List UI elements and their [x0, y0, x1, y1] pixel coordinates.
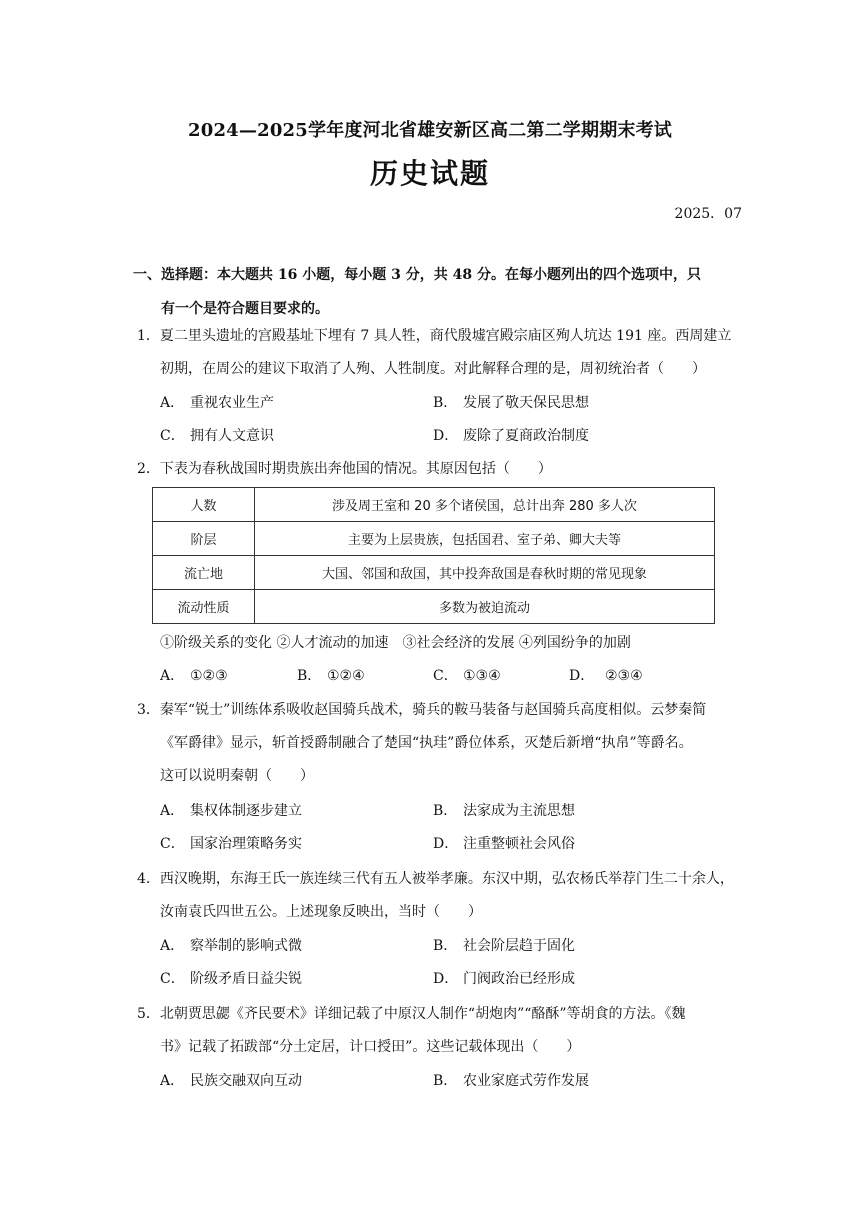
- option-d[interactable]: D． 注重整顿社会风俗: [433, 836, 575, 852]
- option-c[interactable]: C． 阶级矛盾日益尖锐: [160, 971, 302, 987]
- table-row: [153, 522, 715, 556]
- exam-title: 2024—2025学年度河北省雄安新区高二第二学期期末考试: [188, 120, 672, 141]
- question-2-choices: ①阶级关系的变化 ②人才流动的加速 ③社会经济的发展 ④列国纷争的加剧: [160, 635, 631, 651]
- question-3-line2: 《军爵律》显示，斩首授爵制融合了楚国“执珪”爵位体系，灭楚后新增“执帛”等爵名。: [160, 735, 693, 751]
- table-value: 大国、邻国和敌国，其中投奔敌国是春秋时期的常见现象: [255, 556, 715, 590]
- question-3: [137, 694, 745, 793]
- table-row: [153, 556, 715, 590]
- exam-date: 2025．07: [674, 206, 742, 222]
- option-c[interactable]: C． 拥有人文意识: [160, 428, 274, 444]
- option-a[interactable]: A． 集权体制逐步建立: [160, 803, 302, 819]
- table-row: [153, 590, 715, 624]
- table-label: 人数: [153, 488, 255, 522]
- table-row: [153, 488, 715, 522]
- table-value: 主要为上层贵族，包括国君、室子弟、卿大夫等: [255, 522, 715, 556]
- question-2: [137, 453, 745, 486]
- option-c[interactable]: C． 国家治理策略务实: [160, 836, 302, 852]
- option-a[interactable]: A． 察举制的影响式微: [160, 938, 302, 954]
- question-5: [137, 998, 745, 1064]
- question-5-line1: 5．北朝贾思勰《齐民要术》详细记载了中原汉人制作“胡炮肉”“酪酥”等胡食的方法。《魏: [137, 1006, 686, 1022]
- question-1-line2: 初期，在周公的建议下取消了人殉、人牲制度。对此解释合理的是，周初统治者（ ）: [160, 361, 706, 377]
- question-3-line3: 这可以说明秦朝（ ）: [160, 768, 314, 784]
- option-b[interactable]: B． 发展了敬天保民思想: [433, 395, 589, 411]
- question-1-options: [160, 387, 720, 453]
- option-a[interactable]: A． 重视农业生产: [160, 395, 274, 411]
- option-b[interactable]: B． 社会阶层趋于固化: [433, 938, 575, 954]
- section-heading-line1: 一、选择题：本大题共 16 小题，每小题 3 分，共 48 分。在每小题列出的四个选项中，只: [133, 267, 701, 283]
- option-d[interactable]: D． ②③④: [569, 668, 643, 684]
- table-label: 流亡地: [153, 556, 255, 590]
- question-3-options: [160, 795, 720, 861]
- question-2-line1: 2．下表为春秋战国时期贵族出奔他国的情况。其原因包括（ ）: [137, 461, 552, 477]
- option-a[interactable]: A． ①②③: [160, 668, 228, 684]
- table-value: 涉及周王室和 20 多个诸侯国，总计出奔 280 多人次: [255, 488, 715, 522]
- question-2-options: [160, 660, 720, 693]
- question-4-line1: 4．西汉晚期，东海王氏一族连续三代有五人被举孝廉。东汉中期，弘农杨氏举荐门生二十余人，: [137, 871, 734, 887]
- question-4-options: [160, 930, 720, 996]
- question-1: [137, 320, 745, 386]
- question-4-line2: 汝南袁氏四世五公。上述现象反映出，当时（ ）: [160, 904, 482, 920]
- option-d[interactable]: D． 废除了夏商政治制度: [433, 428, 589, 444]
- subject-title: 历史试题: [369, 157, 490, 190]
- nobles-exile-table: [152, 487, 715, 624]
- option-b[interactable]: B． 农业家庭式劳作发展: [433, 1073, 589, 1089]
- question-5-line2: 书》记载了拓跋部“分土定居，计口授田”。这些记载体现出（ ）: [160, 1039, 581, 1055]
- question-4: [137, 863, 745, 929]
- section-heading: [133, 258, 733, 326]
- option-a[interactable]: A． 民族交融双向互动: [160, 1073, 302, 1089]
- option-d[interactable]: D． 门阀政治已经形成: [433, 971, 575, 987]
- option-b[interactable]: B． 法家成为主流思想: [433, 803, 575, 819]
- table-label: 流动性质: [153, 590, 255, 624]
- table-label: 阶层: [153, 522, 255, 556]
- question-5-options: [160, 1065, 720, 1098]
- section-heading-line2: 有一个是符合题目要求的。: [161, 301, 329, 317]
- table-value: 多数为被迫流动: [255, 590, 715, 624]
- question-3-line1: 3．秦军“锐士”训练体系吸收赵国骑兵战术，骑兵的鞍马装备与赵国骑兵高度相似。云梦秦简: [137, 702, 707, 718]
- option-c[interactable]: C． ①③④: [433, 668, 501, 684]
- option-b[interactable]: B． ①②④: [297, 668, 365, 684]
- question-1-line1: 1．夏二里头遗址的宫殿基址下埋有 7 具人牲，商代殷墟宫殿宗庙区殉人坑达 191 座。西周建立: [137, 328, 732, 344]
